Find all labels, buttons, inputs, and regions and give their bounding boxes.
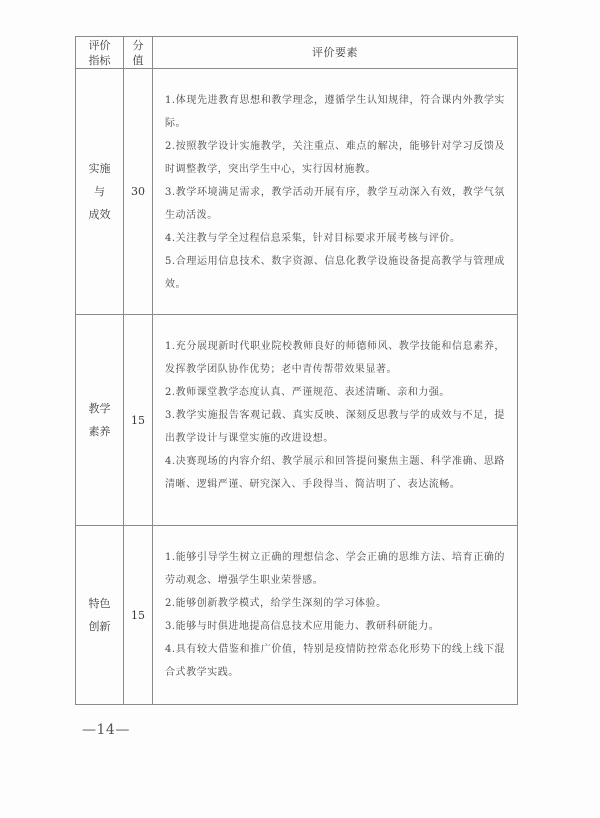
header-score [124, 37, 153, 69]
header-indicator-line-1: 评价 [88, 38, 111, 52]
criteria-item: 2.按照教学设计实施教学，关注重点、难点的解决，能够针对学习反馈及时调整教学，突出学生中心，实行因材施教。 [165, 141, 505, 175]
criteria-item: 4.关注教与学全过程信息采集，针对目标要求开展考核与评价。 [165, 233, 461, 244]
indicator-line: 实施 [88, 162, 111, 175]
indicator-line: 教学 [88, 402, 111, 415]
evaluation-table [75, 36, 518, 705]
header-score-line-2: 值 [132, 53, 144, 67]
table-row [76, 69, 518, 315]
criteria-item: 2.教师课堂教学态度认真、严谨规范、表述清晰、亲和力强。 [165, 387, 450, 398]
indicator-line: 与 [94, 185, 105, 198]
criteria-cell [153, 69, 518, 315]
criteria-item: 5.合理运用信息技术、数字资源、信息化教学设施设备提高教学与管理成效。 [165, 256, 505, 290]
criteria-item: 3.教学实施报告客观记载、真实反映、深刻反思教与学的成效与不足，提出教学设计与课堂实施的改进设想。 [165, 410, 505, 444]
indicator-line: 素养 [88, 425, 111, 438]
header-score-line-1: 分 [132, 38, 144, 52]
criteria-item: 3.能够与时俱进地提高信息技术应用能力、教研科研能力。 [165, 621, 440, 632]
header-indicator [76, 37, 124, 69]
indicator-line: 创新 [88, 620, 111, 633]
indicator-cell [76, 526, 124, 705]
indicator-line: 特色 [88, 597, 111, 610]
criteria-item: 3.教学环境满足需求，教学活动开展有序，教学互动深入有效，教学气氛生动活泼。 [165, 187, 505, 221]
indicator-cell [76, 69, 124, 315]
page-number: —14— [82, 722, 130, 738]
criteria-item: 2.能够创新教学模式，给学生深刻的学习体验。 [165, 598, 387, 609]
criteria-item: 4.具有较大借鉴和推广价值，特别是疫情防控常态化形势下的线上线下混合式教学实践。 [165, 644, 505, 678]
indicator-line: 成效 [88, 208, 111, 221]
indicator-cell [76, 315, 124, 526]
table-header-row [76, 37, 518, 69]
score-cell: 15 [124, 526, 153, 705]
header-criteria: 评价要素 [153, 37, 518, 69]
criteria-item: 1.能够引导学生树立正确的理想信念、学会正确的思维方法、培育正确的劳动观念、增强学生职业荣誉感。 [165, 552, 505, 586]
header-indicator-line-2: 指标 [88, 53, 111, 67]
criteria-item: 1.充分展现新时代职业院校教师良好的师德师风、教学技能和信息素养，发挥教学团队协作优势；老中青传帮带效果显著。 [165, 341, 505, 375]
score-cell: 15 [124, 315, 153, 526]
table-row [76, 526, 518, 705]
table-row [76, 315, 518, 526]
criteria-cell [153, 526, 518, 705]
criteria-item: 1.体现先进教育思想和教学理念，遵循学生认知规律，符合课内外教学实际。 [165, 95, 505, 129]
criteria-cell [153, 315, 518, 526]
criteria-item: 4.决赛现场的内容介绍、教学展示和回答提问聚焦主题、科学准确、思路清晰、逻辑严谨、研究深入、手段得当、简洁明了、表达流畅。 [165, 456, 505, 490]
score-cell: 30 [124, 69, 153, 315]
